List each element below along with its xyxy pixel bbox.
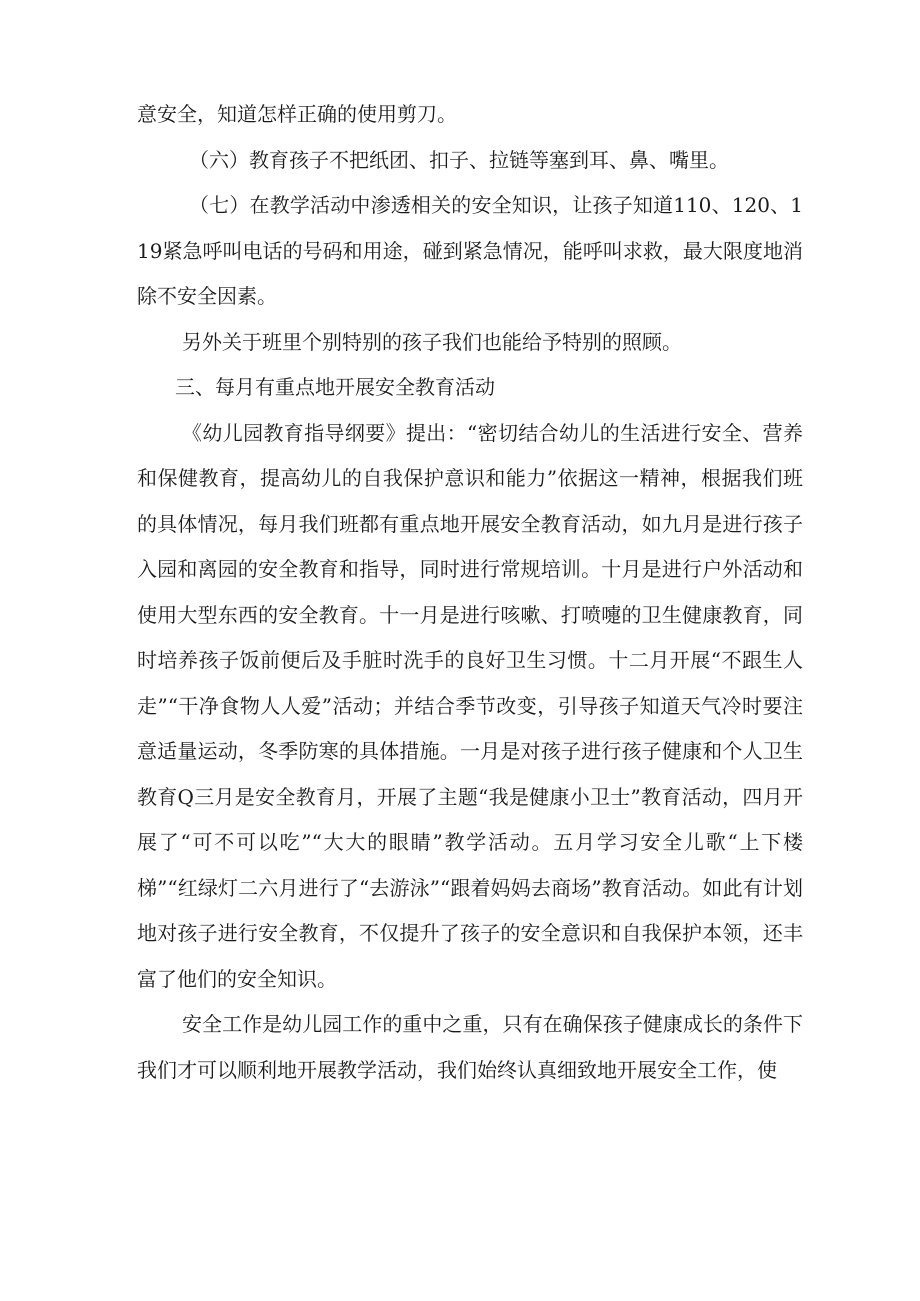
paragraph-continuation: 意安全，知道怎样正确的使用剪刀。 bbox=[137, 102, 457, 126]
paragraph-safety-priority: 安全工作是幼儿园工作的重中之重，只有在确保孩子健康成长的条件下我们才可以顺利地开展教学活动，我们始终认真细致地开展安全工作，使 bbox=[137, 1012, 803, 1082]
paragraph-item-7: （七）在教学活动中渗透相关的安全知识，让孩子知道110、120、119紧急呼叫电话的号码和用途，碰到紧急情况，能呼叫求救，最大限度地消除不安全因素。 bbox=[137, 193, 803, 308]
section-heading-3: 三、每月有重点地开展安全教育活动 bbox=[175, 375, 495, 399]
paragraph-monthly-activities: 《幼儿园教育指导纲要》提出：“密切结合幼儿的生活进行安全、营养和保健教育，提高幼儿的自我保护意识和能力”依据这一精神，根据我们班的具体情况，每月我们班都有重点地开展安全教育活动，如九月是进行孩子入园和离园的安全教育和指导，同时进行常规培训。十月是进行户外活动和使用大型东西的安全教育。十一月是进行咳嗽、打喷嚏的卫生健康教育，同时培养孩子饭前便后及手脏时洗手的良好卫生习惯。十二月开展“不跟生人走”“干净食物人人爱”活动；并结合季节改变，引导孩子知道天气冷时要注意适量运动，冬季防寒的具体措施。一月是对孩子进行孩子健康和个人卫生教育Q三月是安全教育月，开展了主题“我是健康小卫士”教育活动，四月开展了“可不可以吃”“大大的眼睛”教学活动。五月学习安全儿歌“上下楼梯”“红绿灯二六月进行了“去游泳”“跟着妈妈去商场”教育活动。如此有计划地对孩子进行安全教育，不仅提升了孩子的安全意识和自我保护本领，还丰富了他们的安全知识。 bbox=[137, 420, 803, 991]
paragraph-item-6: （六）教育孩子不把纸团、扣子、拉链等塞到耳、鼻、嘴里。 bbox=[189, 147, 729, 172]
paragraph-special-care: 另外关于班里个别特别的孩子我们也能给予特别的照顾。 bbox=[182, 329, 682, 354]
document-body bbox=[137, 92, 803, 1093]
